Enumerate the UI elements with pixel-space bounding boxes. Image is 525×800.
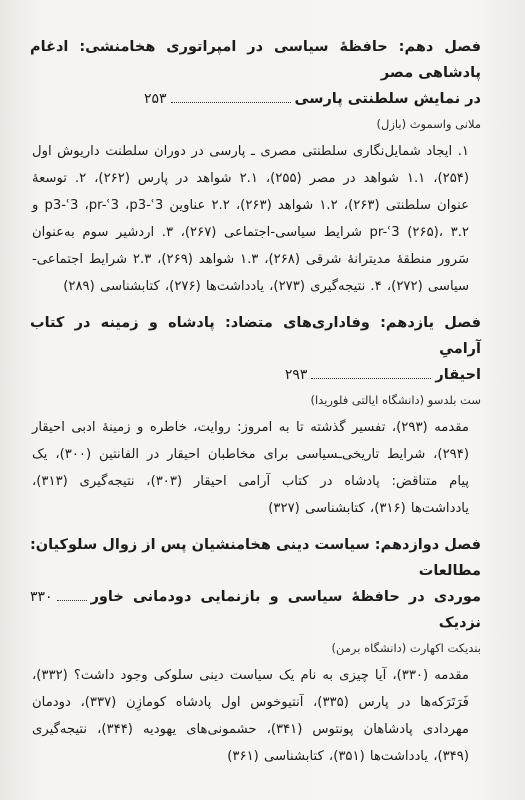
chapter-contents: مقدمه (۳۳۰)، آیا چیزی به نام یک سیاست دینی سلوکی وجود داشت؟ (۳۳۲)، فَرَتَرَکه‌ها در پارس (۳۳۵)، آنتیوخوس اول پادشاه کومازِن (۳۳۷)، دودمان مهردادی پادشاهان پونتوس (۳۴۱)، حشمونی‌های یهودیه (۳۴۴)، نتیجه‌گیری (۳۴۹)، یادداشت‌ها (۳۵۱)، کتابشناسی (۳۶۱)	[32, 668, 469, 764]
chapter-title-line-1: فصل یازدهم: وفاداری‌های متضاد: پادشاه و زمینه در کتاب آرامیِ	[30, 315, 481, 357]
chapter-page-number: ۲۹۳	[284, 367, 308, 383]
chapter-title-line-2-row	[30, 584, 481, 636]
chapter-page-number: ۳۳۰	[30, 589, 53, 605]
chapter-title	[30, 34, 481, 112]
leader-dots	[171, 102, 291, 103]
chapter-title	[30, 310, 481, 388]
chapter-title-line-2: احیقار	[435, 367, 481, 383]
chapter-title-line-2: موردی در حافظهٔ سیاسی و بازنمایی دودمانی خاور نزدیک	[90, 589, 481, 631]
chapter-11	[30, 310, 481, 522]
chapter-author: ملانی واسموث (بازل)	[376, 117, 481, 131]
chapter-contents: مقدمه (۲۹۳)، تفسیر گذشته تا به امروز: روایت، خاطره و زمینهٔ ادبی احیقار (۲۹۴)، شرایط تاریخی‌ـسیاسی برای مخاطبان احیقار در الفانتین (۳۰۰)، یک پیام متناقض: پادشاه در کتاب آرامی احیقار (۳۰۳)، نتیجه‌گیری (۳۱۳)، یادداشت‌ها (۳۱۶)، کتابشناسی (۳۲۷)	[32, 420, 470, 516]
leader-dots	[57, 600, 87, 601]
chapter-title	[30, 532, 481, 636]
chapter-author: ست بلدسو (دانشگاه ایالتی فلوریدا)	[310, 393, 481, 407]
chapter-title-line-2-row	[30, 362, 481, 388]
chapter-author: بندیکت اکهارت (دانشگاه برمن)	[331, 641, 481, 655]
chapter-contents: ۱. ایجاد شمایل‌نگاری سلطنتی مصری ـ پارسی در دوران سلطنت داریوش اول (۲۵۴)، ۱.۱ شواهد در مصر (۲۵۵)، ۲.۱ شواهد در پارس (۲۶۲)، ۲. توسعهٔ عنوان سلطنتی (۲۶۳)، ۱.۲ شواهد (۲۶۳)، ۲.۲ عناوین p3-ʿ3 ،pr-ʿ3 ،p3-ʿ3 و pr-ʿ3 (۲۶۵)، ۳.۲ شرایط سیاسی-اجتماعی (۲۶۷)، ۳. اردشیر سوم به‌عنوان سَرور منطقهٔ مدیترانهٔ شرقی (۲۶۸)، ۱.۳ شواهد (۲۶۹)، ۲.۳ شرایط اجتماعی-سیاسی (۲۷۲)، ۴. نتیجه‌گیری (۲۷۳)، یادداشت‌ها (۲۷۶)، کتابشناسی (۲۸۹)	[32, 144, 470, 294]
chapter-title-line-2: در نمایش سلطنتی پارسی	[294, 91, 481, 107]
chapter-10	[30, 34, 481, 300]
chapter-12	[30, 532, 481, 770]
chapter-page-number: ۲۵۳	[143, 91, 167, 107]
chapter-title-line-1: فصل دهم: حافظهٔ سیاسی در امپراتوری هخامنشی: ادغام پادشاهی مصر	[30, 39, 481, 81]
leader-dots	[311, 378, 431, 379]
chapter-title-line-2-row	[30, 86, 481, 112]
chapter-title-line-1: فصل دوازدهم: سیاست دینی هخامنشیان پس از زوال سلوکیان: مطالعات	[29, 537, 481, 579]
